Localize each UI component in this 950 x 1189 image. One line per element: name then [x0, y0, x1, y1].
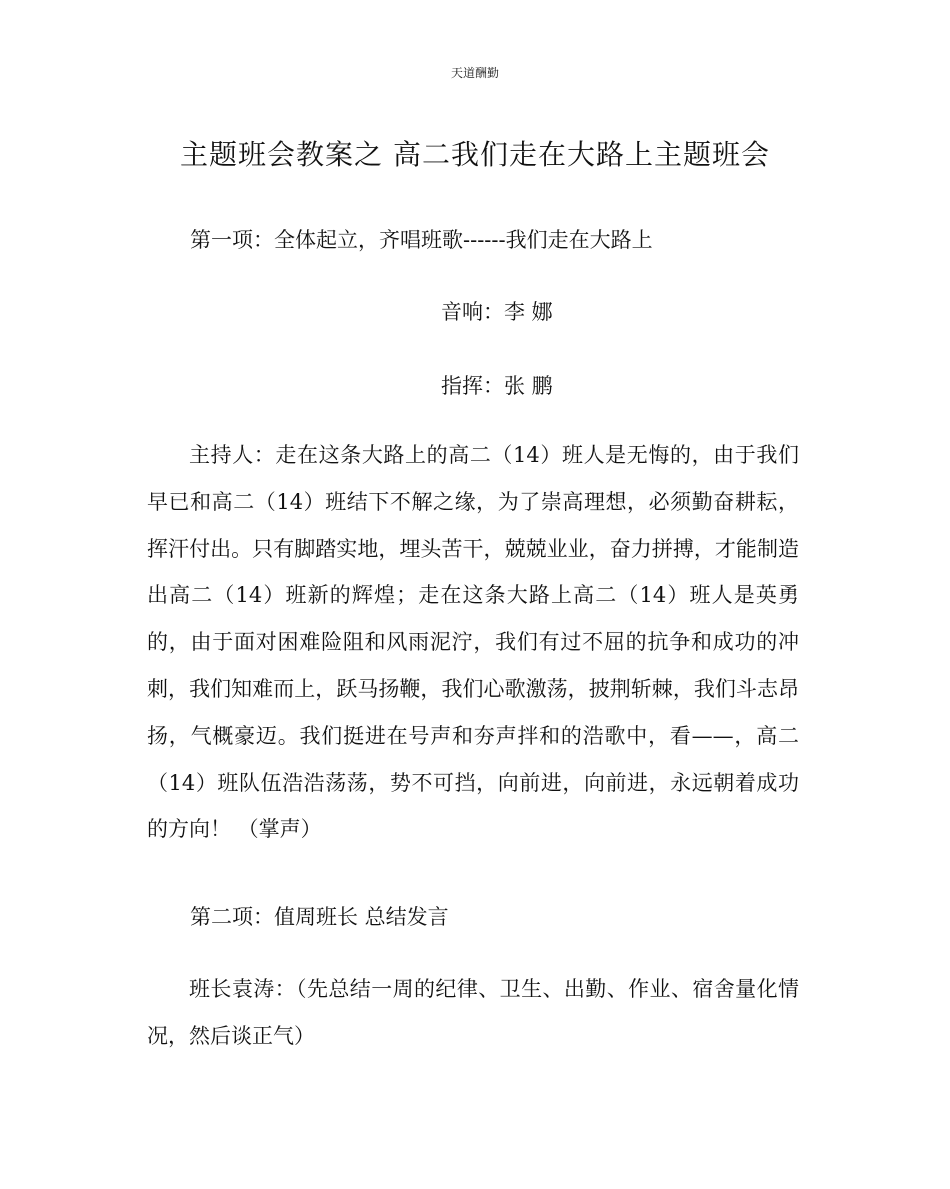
- host-paragraph: 主持人：走在这条大路上的高二（14）班人是无悔的，由于我们早已和高二（14）班结下不解之缘，为了崇高理想，必须勤奋耕耘，挥汗付出。只有脚踏实地，埋头苦干，兢兢业业，奋力拼搏，才能制造出高二（14）班新的辉煌；走在这条大路上高二（14）班人是英勇的，由于面对困难险阻和风雨泥泞，我们有过不屈的抗争和成功的冲刺，我们知难而上，跃马扬鞭，我们心歌激荡，披荆斩棘，我们斗志昂扬，气概豪迈。我们挺进在号声和夯声拌和的浩歌中，看——，高二（14）班队伍浩浩荡荡，势不可挡，向前进，向前进，永远朝着成功的方向！ （掌声）: [147, 443, 799, 842]
- conductor-credit: 指挥：张 鹏: [441, 374, 553, 398]
- document-title: 主题班会教案之 高二我们走在大路上主题班会: [180, 138, 770, 171]
- sound-credit: 音响：李 娜: [441, 300, 553, 324]
- item-two-line: 第二项：值周班长 总结发言: [190, 905, 449, 929]
- item-one-line: 第一项：全体起立，齐唱班歌------我们走在大路上: [190, 228, 653, 252]
- running-header: 天道酬勤: [450, 66, 499, 80]
- monitor-paragraph: 班长袁涛：（先总结一周的纪律、卫生、出勤、作业、宿舍量化情况，然后谈正气）: [147, 977, 799, 1048]
